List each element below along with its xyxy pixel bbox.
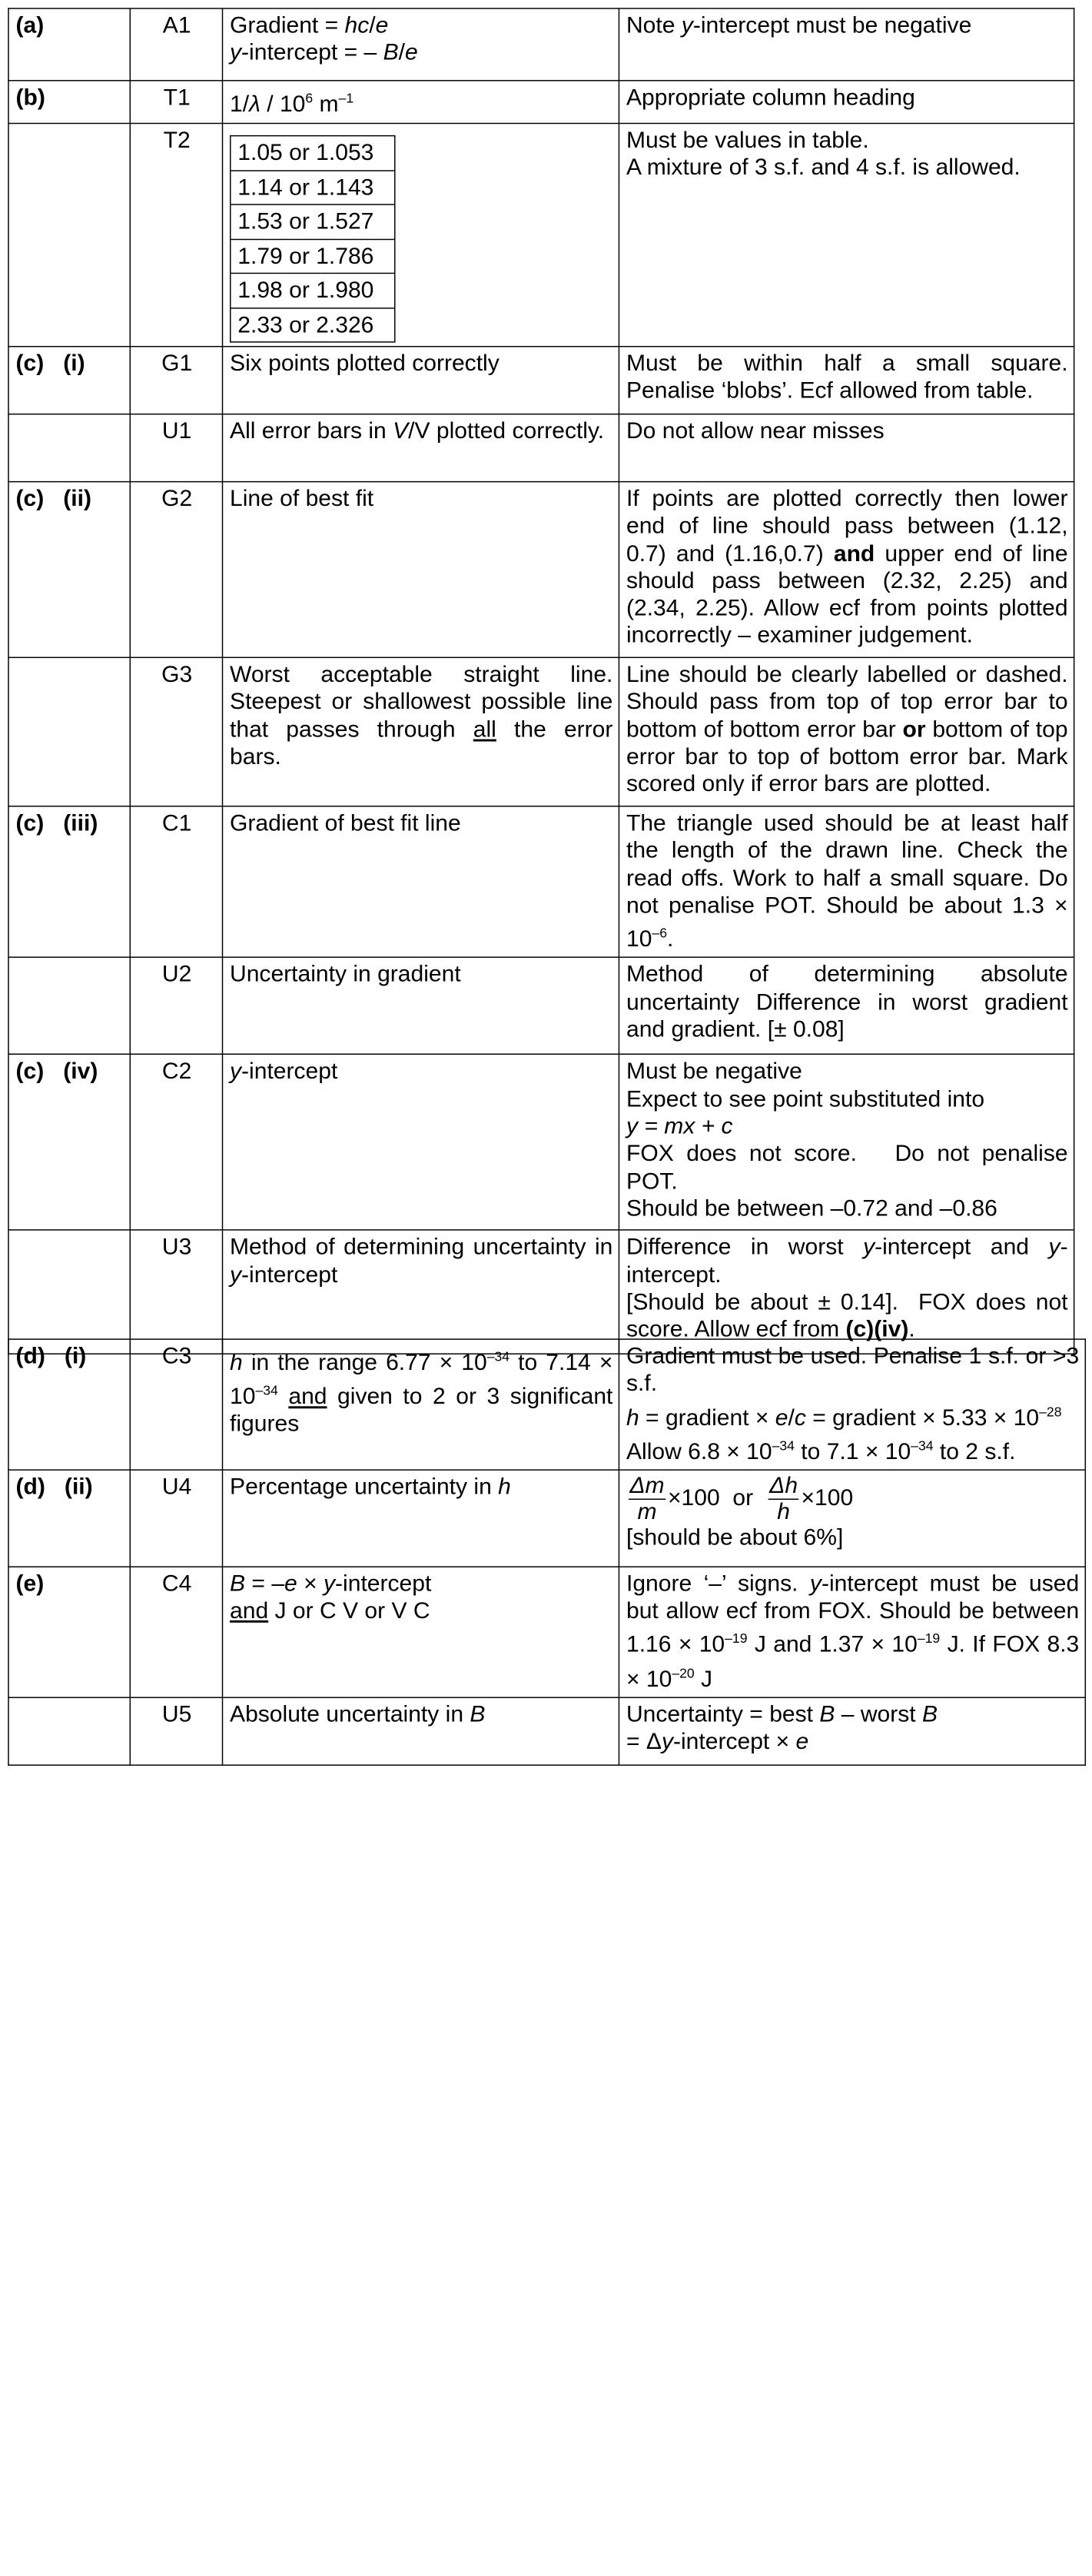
marking-criterion xyxy=(222,124,619,347)
mark-code: C3 xyxy=(130,1339,222,1470)
mark-scheme-row xyxy=(8,482,1074,658)
expected-value-cell: 1.14 or 1.143 xyxy=(231,170,395,204)
marking-guidance: Method of determining absolute uncertainty Difference in worst gradient and gradient. [± 0.08] xyxy=(619,958,1074,1055)
mark-code: U3 xyxy=(130,1230,222,1354)
question-part: (d) (ii) xyxy=(8,1470,130,1567)
marking-guidance: Difference in worst y-intercept and y-intercept. [Should be about ± 0.14]. FOX does not score. Allow ecf from (c)(iv). xyxy=(619,1230,1074,1354)
mark-scheme-row xyxy=(8,806,1074,958)
marking-criterion: Gradient of best fit line xyxy=(222,806,619,958)
mark-code: U5 xyxy=(130,1697,222,1765)
expected-value-cell: 1.79 or 1.786 xyxy=(231,239,395,274)
mark-code: T1 xyxy=(130,81,222,124)
question-part: (a) xyxy=(8,8,130,81)
mark-scheme-row xyxy=(8,414,1074,482)
marking-guidance: Do not allow near misses xyxy=(619,414,1074,482)
mark-scheme-row xyxy=(8,347,1074,414)
mark-scheme-table-1 xyxy=(8,8,1074,1354)
marking-criterion: Percentage uncertainty in h xyxy=(222,1470,619,1567)
marking-criterion: Absolute uncertainty in B xyxy=(222,1697,619,1765)
marking-criterion: Six points plotted correctly xyxy=(222,347,619,414)
mark-scheme-table-2-body xyxy=(8,1339,1085,1765)
question-part xyxy=(8,1230,130,1354)
mark-code: G3 xyxy=(130,657,222,806)
mark-code: G2 xyxy=(130,482,222,658)
question-part: (c) (i) xyxy=(8,347,130,414)
mark-code: G1 xyxy=(130,347,222,414)
question-part: (d) (i) xyxy=(8,1339,130,1470)
marking-guidance: Line should be clearly labelled or dashed. Should pass from top of top error bar to bottom of bottom error bar or bottom of top error bar to top of bottom error bar. Mark scored only if error bars are plotted. xyxy=(619,657,1074,806)
marking-criterion: Method of determining uncertainty in y-intercept xyxy=(222,1230,619,1354)
mark-scheme-row xyxy=(8,1339,1085,1470)
question-part xyxy=(8,958,130,1055)
question-part: (c) (iii) xyxy=(8,806,130,958)
mark-code: C2 xyxy=(130,1055,222,1231)
marking-criterion: All error bars in V/V plotted correctly. xyxy=(222,414,619,482)
expected-value-cell: 1.05 or 1.053 xyxy=(231,136,395,171)
marking-criterion: Line of best fit xyxy=(222,482,619,658)
expected-values-table xyxy=(230,135,395,343)
mark-scheme-row xyxy=(8,958,1074,1055)
mark-code: A1 xyxy=(130,8,222,81)
mark-scheme-row xyxy=(8,8,1074,81)
mark-scheme-row xyxy=(8,1567,1085,1697)
marking-criterion: y-intercept xyxy=(222,1055,619,1231)
marking-guidance: Must be within half a small square. Penalise ‘blobs’. Ecf allowed from table. xyxy=(619,347,1074,414)
mark-scheme-row xyxy=(8,657,1074,806)
mark-code: U1 xyxy=(130,414,222,482)
mark-code: U4 xyxy=(130,1470,222,1567)
marking-guidance: Note y-intercept must be negative xyxy=(619,8,1074,81)
question-part: (e) xyxy=(8,1567,130,1697)
mark-scheme-row xyxy=(8,124,1074,347)
question-part: (b) xyxy=(8,81,130,124)
mark-code: U2 xyxy=(130,958,222,1055)
mark-scheme-row xyxy=(8,1697,1085,1765)
mark-scheme-table-1-body xyxy=(8,8,1074,1354)
mark-scheme-row xyxy=(8,1470,1085,1567)
question-part: (c) (ii) xyxy=(8,482,130,658)
marking-guidance: $\frac{\Delta m}{m}$ ×100 or $\frac{\Delta h}{h}$ ×100 [should be about 6%] xyxy=(619,1470,1085,1567)
marking-criterion: h in the range $6.77 \times 10^{-34}$ to $7.14 \times 10^{-34}$ and given to 2 or 3 significant figures xyxy=(222,1339,619,1470)
marking-guidance: Must be negative Expect to see point substituted into y = mx + c FOX does not score. Do not penalise POT. Should be between –0.72 and –0.86 xyxy=(619,1055,1074,1231)
question-part: (c) (iv) xyxy=(8,1055,130,1231)
mark-scheme-table-2 xyxy=(8,1338,1086,1765)
marking-guidance: Ignore ‘–’ signs. y-intercept must be used but allow ecf from FOX. Should be between $1.16 \times 10^{-19}$ J and $1.37 \times 10^{-19}$ J. If FOX $8.3 \times 10^{-20}$ J xyxy=(619,1567,1085,1697)
marking-guidance: Uncertainty = best B – worst B = Δy-intercept × e xyxy=(619,1697,1085,1765)
marking-guidance: Must be values in table. A mixture of 3 s.f. and 4 s.f. is allowed. xyxy=(619,124,1074,347)
question-part xyxy=(8,657,130,806)
marking-guidance: Appropriate column heading xyxy=(619,81,1074,124)
question-part xyxy=(8,124,130,347)
marking-criterion: Worst acceptable straight line. Steepest or shallowest possible line that passes through all the error bars. xyxy=(222,657,619,806)
question-part xyxy=(8,1697,130,1765)
marking-guidance: Gradient must be used. Penalise 1 s.f. or >3 s.f. h = gradient × e/c = gradient × $5.33 \times 10^{-28}$ Allow $6.8 \times 10^{-34}$ to $7.1 \times 10^{-34}$ to 2 s.f. xyxy=(619,1339,1085,1470)
mark-scheme-row xyxy=(8,1055,1074,1231)
expected-value-cell: 1.98 or 1.980 xyxy=(231,273,395,307)
expected-value-cell: 1.53 or 1.527 xyxy=(231,204,395,239)
marking-criterion: Uncertainty in gradient xyxy=(222,958,619,1055)
mark-code: C1 xyxy=(130,806,222,958)
marking-guidance: The triangle used should be at least half the length of the drawn line. Check the read offs. Work to half a small square. Do not penalise POT. Should be about $1.3 \times 10^{-6}$. xyxy=(619,806,1074,958)
marking-criterion: $1/\lambda / 10^6$ $m^{-1}$ xyxy=(222,81,619,124)
mark-code: T2 xyxy=(130,124,222,347)
expected-value-cell: 2.33 or 2.326 xyxy=(231,307,395,342)
marking-criterion: B = –e × y-intercept and J or C V or V C xyxy=(222,1567,619,1697)
marking-criterion: Gradient = hc/e y-intercept = – B/e xyxy=(222,8,619,81)
mark-scheme-row xyxy=(8,81,1074,124)
mark-scheme-row xyxy=(8,1230,1074,1354)
marking-guidance: If points are plotted correctly then lower end of line should pass between (1.12, 0.7) and (1.16,0.7) and upper end of line should pass between (2.32, 2.25) and (2.34, 2.25). Allow ecf from points plotted incorrectly – examiner judgement. xyxy=(619,482,1074,658)
question-part xyxy=(8,414,130,482)
mark-code: C4 xyxy=(130,1567,222,1697)
